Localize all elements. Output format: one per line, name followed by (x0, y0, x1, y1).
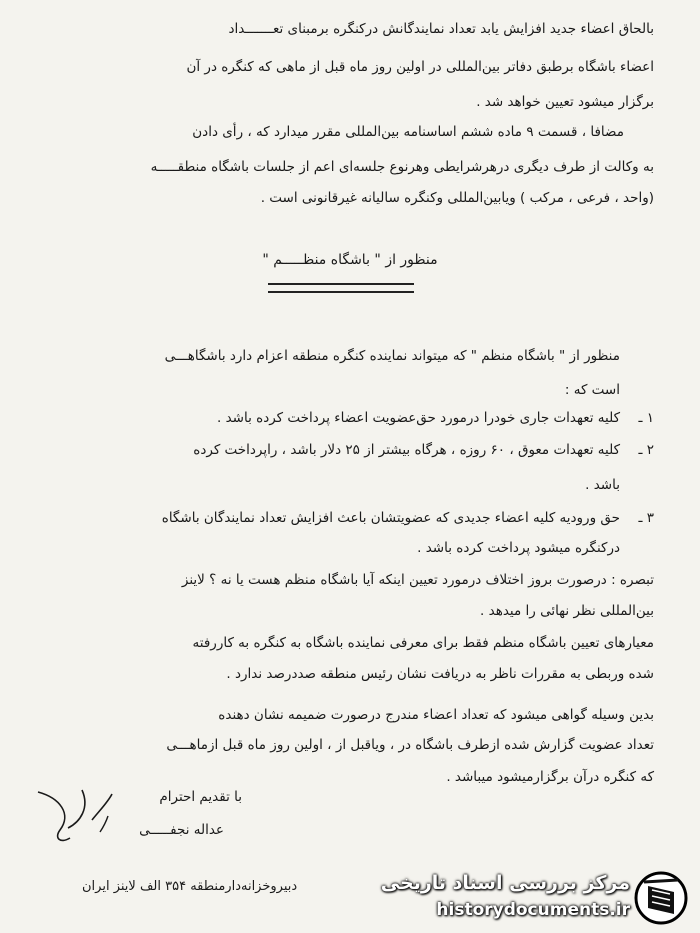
closing-text: با تقدیم احترام (159, 789, 242, 805)
item-3-line-2: درکنگره میشود پرداخت کرده باشد . (417, 540, 620, 556)
certification-line-1: بدین وسیله گواهی میشود که تعداد اعضاء مندرج درصورت ضمیمه نشان دهنده (218, 707, 654, 723)
item-3-line-1: حق ورودیه کلیه اعضاء جدیدی که عضویتشان باعث افزایش تعداد نمایندگان باشگاه (161, 510, 620, 526)
certification-line-2: تعداد عضویت گزارش شده ازطرف باشگاه در ، ویاقبل از ، اولین روز ماه قبل ازماهـــی (166, 737, 654, 753)
section-heading: منظور از " باشگاه منظـــــم " (262, 252, 438, 268)
handwritten-signature-icon (30, 780, 120, 855)
note-line-2: بین‌المللی نظر نهائی را میدهد . (480, 603, 654, 619)
criteria-line-1: معیارهای تعیین باشگاه منظم فقط برای معرفی نماینده باشگاه به کنگره به کاررفته (192, 635, 654, 651)
heading-underline-1 (268, 283, 414, 285)
paragraph-1-line-3: برگزار میشود تعیین خواهد شد . (476, 94, 654, 110)
watermark (380, 868, 688, 928)
heading-underline-2 (268, 291, 414, 293)
item-1-line-1: کلیه تعهدات جاری خودرا درمورد حق‌عضویت اعضاء پرداخت کرده باشد . (217, 410, 620, 426)
watermark-url: historydocuments.ir (436, 900, 630, 920)
intro-line-1: منظور از " باشگاه منظم " که میتواند نماینده کنگره منطقه اعزام دارد باشگاهـــی (164, 348, 620, 364)
signatory-name: عداله نجفـــــی (139, 822, 224, 838)
paragraph-2-line-2: به وکالت از طرف دیگری درهرشرایطی وهرنوع جلسه‌ای اعم از جلسات باشگاه منطقـــــه (150, 159, 654, 175)
paragraph-2-line-1: مضافا ، قسمت ۹ ماده ششم اساسنامه بین‌المللی مقرر میدارد که ، رأی دادن (192, 124, 624, 140)
watermark-title: مرکز بررسی اسناد تاریخی (380, 872, 630, 894)
paragraph-1-line-1: بالحاق اعضاء جدید افزایش یابد تعداد نمایندگانش درکنگره برمبنای تعـــــــداد (228, 21, 654, 37)
archive-logo-icon (634, 870, 688, 926)
paragraph-2-line-3: (واحد ، فرعی ، مرکب ) ویابین‌المللی وکنگره سالیانه غیرقانونی است . (260, 190, 654, 206)
criteria-line-2: شده وربطی به مقررات ناظر به دریافت نشان رئیس منطقه صددرصد ندارد . (226, 666, 654, 682)
certification-line-3: که کنگره درآن برگزارمیشود میباشد . (446, 769, 654, 785)
item-3-number: ۳ ـ (638, 510, 654, 526)
item-2-number: ۲ ـ (638, 442, 654, 458)
intro-line-2: است که : (564, 382, 620, 398)
item-1-number: ۱ ـ (638, 410, 654, 426)
item-2-line-2: باشد . (585, 477, 620, 493)
note-line-1: تبصره : درصورت بروز اختلاف درمورد تعیین اینکه آیا باشگاه منظم هست یا نه ؟ لاینز (181, 572, 654, 588)
item-2-line-1: کلیه تعهدات معوق ، ۶۰ روزه ، هرگاه بیشتر از ۲۵ دلار باشد ، راپرداخت کرده (193, 442, 620, 458)
paragraph-1-line-2: اعضاء باشگاه برطبق دفاتر بین‌المللی در اولین روز ماه قبل از ماهی که کنگره در آن (186, 59, 654, 75)
footer-signature-title: دبیروخزانه‌دارمنطقه ۳۵۴ الف لاینز ایران (82, 879, 298, 894)
